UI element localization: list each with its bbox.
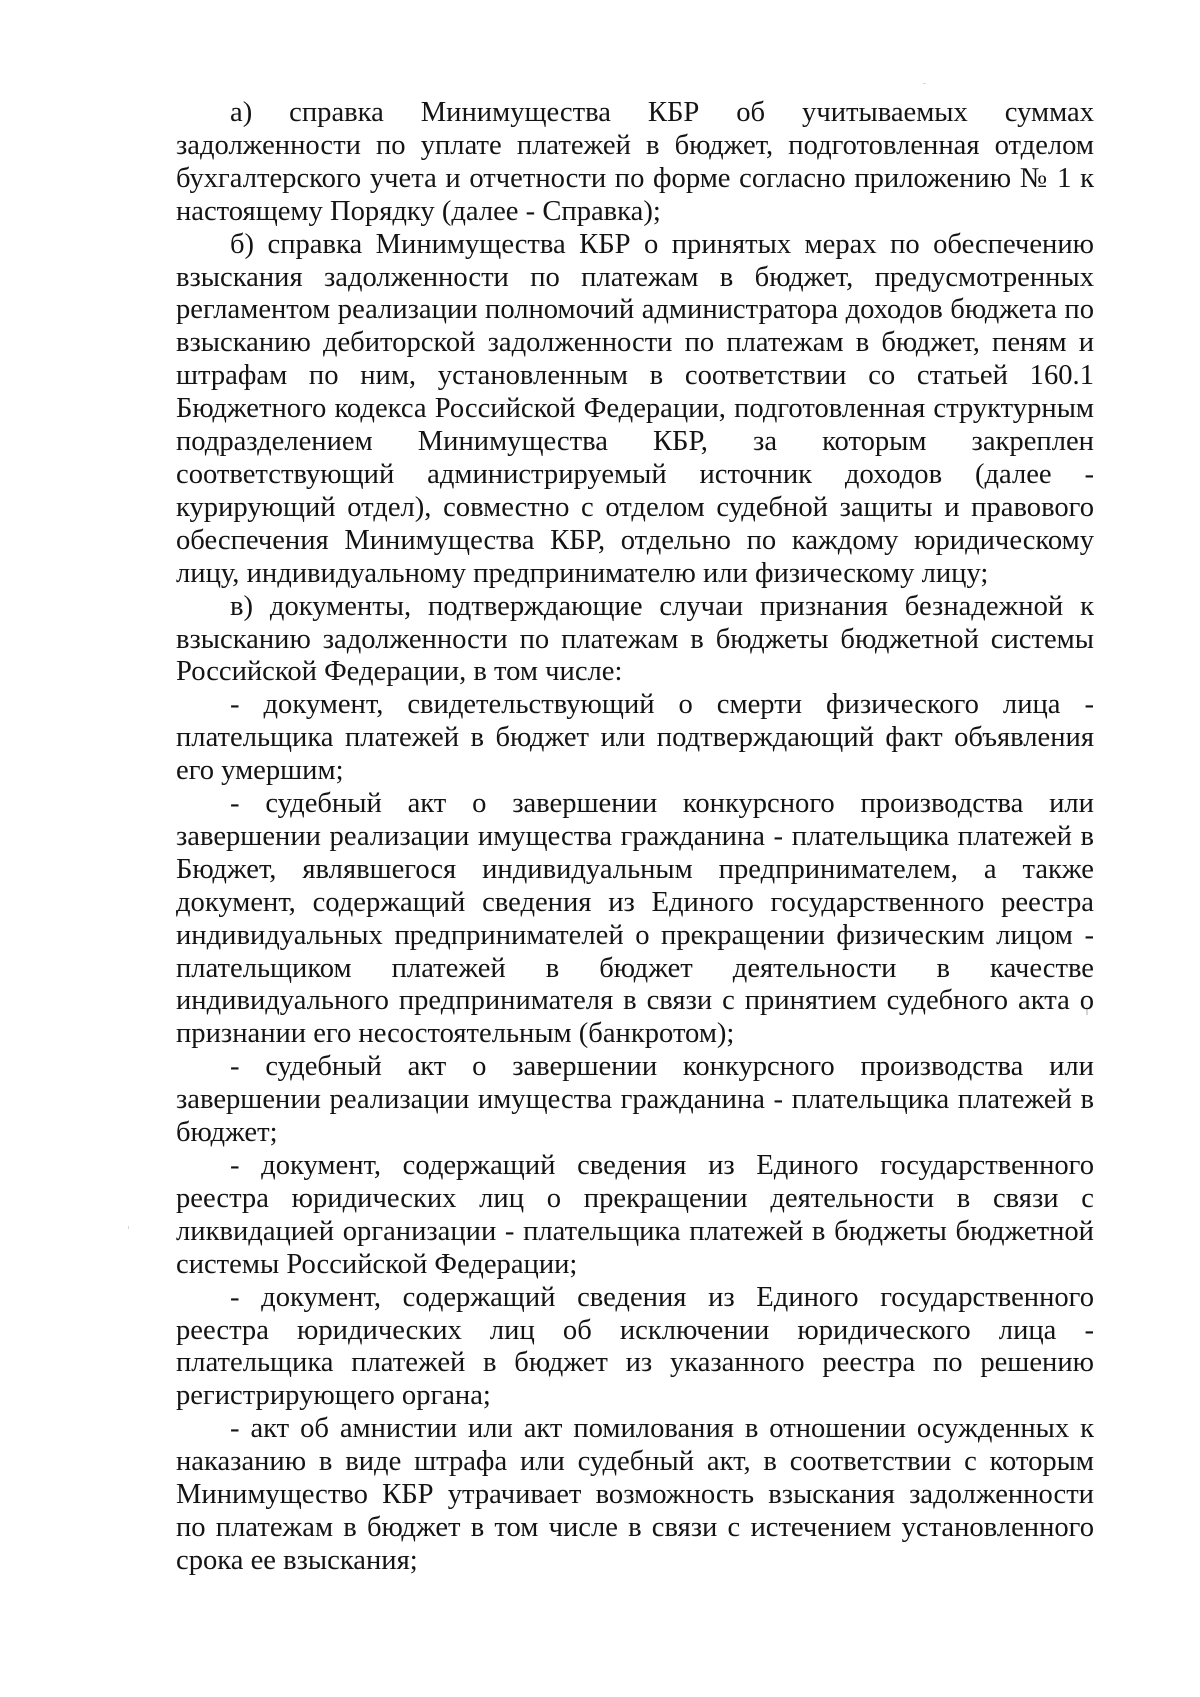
list-item-bankruptcy-entrepreneur: - судебный акт о завершении конкурсного производства или завершении реализации имущества гражданина - плательщика платежей в Бюджет, являвшегося индивидуальным предпринимателем, а также документ, содержащий сведения из Единого государственного реестра индивидуальных предпринимателей о прекращении физическим лицом - плательщиком платежей в бюджет деятельности в качестве индивидуального предпринимателя в связи с принятием судебного акта о признании его несостоятельным (банкротом); [176,788,1094,1050]
paragraph-a-statement-of-debt: а) справка Минимущества КБР об учитываемых суммах задолженности по уплате платежей в бюджет, подготовленная отделом бухгалтерского учета и отчетности по форме согласно приложению № 1 к настоящему Порядку (далее - Справка); [176,97,1094,227]
list-item-death-certificate: - документ, свидетельствующий о смерти физического лица - плательщика платежей в бюджет или подтверждающий факт объявления его умершим; [176,689,1094,787]
paragraph-c-supporting-documents: в) документы, подтверждающие случаи признания безнадежной к взысканию задолженности по платежам в бюджеты бюджетной системы Российской Федерации, в том числе: [176,590,1094,688]
list-item-liquidation-record: - документ, содержащий сведения из Единого государственного реестра юридических лиц о прекращении деятельности в связи с ликвидацией организации - плательщика платежей в бюджеты бюджетной системы Российской Федерации; [176,1150,1094,1280]
scan-mark [923,83,926,84]
scan-mark [128,1226,129,1229]
document-body [176,97,1094,1578]
list-item-amnesty-act: - акт об амнистии или акт помилования в отношении осужденных к наказанию в виде штрафа или судебный акт, в соответствии с которым Минимущество КБР утрачивает возможность взыскания задолженности по платежам в бюджет в том числе в связи с истечением установленного срока ее взыскания; [176,1413,1094,1576]
paragraph-b-statement-of-measures: б) справка Минимущества КБР о принятых мерах по обеспечению взыскания задолженности по платежам в бюджет, предусмотренных регламентом реализации полномочий администратора доходов бюджета по взысканию дебиторской задолженности по платежам в бюджет, пеням и штрафам по ним, установленным в соответствии со статьей 160.1 Бюджетного кодекса Российской Федерации, подготовленная структурным подразделением Минимущества КБР, за которым закреплен соответствующий администрируемый источник доходов (далее - курирующий отдел), совместно с отделом судебной защиты и правового обеспечения Минимущества КБР, отдельно по каждому юридическому лицу, индивидуальному предпринимателю или физическому лицу; [176,228,1094,589]
list-item-bankruptcy-citizen: - судебный акт о завершении конкурсного производства или завершении реализации имущества гражданина - плательщика платежей в бюджет; [176,1051,1094,1149]
list-item-exclusion-record: - документ, содержащий сведения из Единого государственного реестра юридических лиц об исключении юридического лица - плательщика платежей в бюджет из указанного реестра по решению регистрирующего органа; [176,1281,1094,1412]
